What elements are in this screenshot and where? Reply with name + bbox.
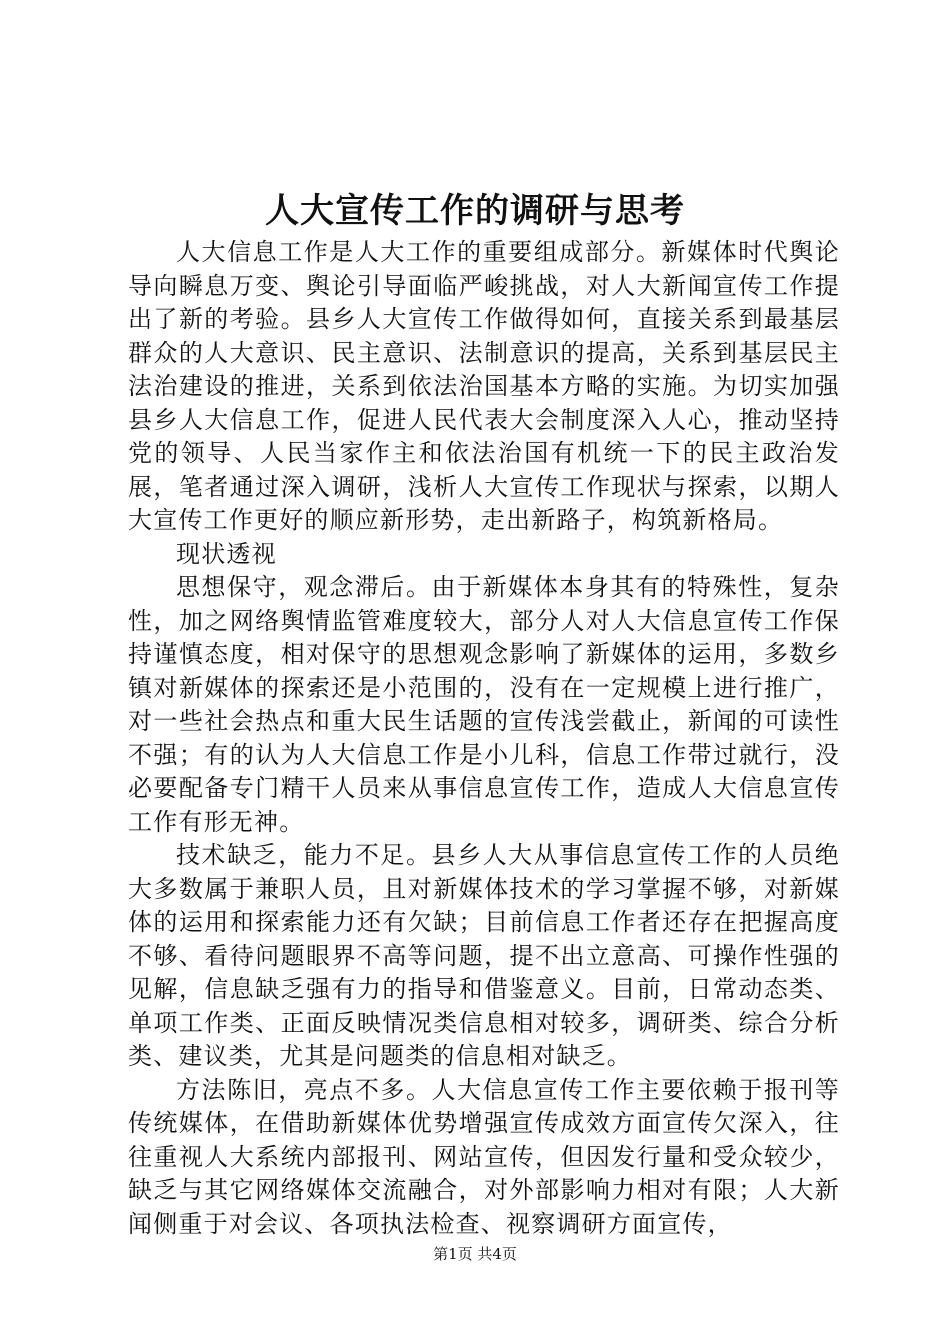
section-heading: 现状透视 <box>176 539 277 568</box>
document-body <box>128 236 840 1241</box>
page-footer: 第1页 共4页 <box>433 1245 517 1263</box>
paragraph-thinking: 思想保守，观念滞后。由于新媒体本身其有的特殊性，复杂性，加之网络舆情监管难度较大，部分人对人大信息宣传工作保持谨慎态度，相对保守的思想观念影响了新媒体的运用，多数乡镇对新媒体的探索还是小范围的，没有在一定规模上进行推广，对一些社会热点和重大民生话题的宣传浅尝截止，新闻的可读性不强；有的认为人大信息工作是小儿科，信息工作带过就行，没必要配备专门精干人员来从事信息宣传工作，造成人大信息宣传工作有形无神。 <box>128 573 840 836</box>
paragraph-technology: 技术缺乏，能力不足。县乡人大从事信息宣传工作的人员绝大多数属于兼职人员，且对新媒体技术的学习掌握不够，对新媒体的运用和探索能力还有欠缺；目前信息工作者还存在把握高度不够、看待问题眼界不高等问题，提不出立意高、可操作性强的见解，信息缺乏强有力的指导和借鉴意义。目前，日常动态类、单项工作类、正面反映情况类信息相对较多，调研类、综合分析类、建议类，尤其是问题类的信息相对缺乏。 <box>128 841 840 1070</box>
document-title: 人大宣传工作的调研与思考 <box>265 191 685 231</box>
paragraph-methods: 方法陈旧，亮点不多。人大信息宣传工作主要依赖于报刊等传统媒体，在借助新媒体优势增强宣传成效方面宣传欠深入，往往重视人大系统内部报刊、网站宣传，但因发行量和受众较少，缺乏与其它网络媒体交流融合，对外部影响力相对有限；人大新闻侧重于对会议、各项执法检查、视察调研方面宣传， <box>128 1075 840 1238</box>
paragraph-intro: 人大信息工作是人大工作的重要组成部分。新媒体时代舆论导向瞬息万变、舆论引导面临严峻挑战，对人大新闻宣传工作提出了新的考验。县乡人大宣传工作做得如何，直接关系到最基层群众的人大意识、民主意识、法制意识的提高，关系到基层民主法治建设的推进，关系到依法治国基本方略的实施。为切实加强县乡人大信息工作，促进人民代表大会制度深入人心，推动坚持党的领导、人民当家作主和依法治国有机统一下的民主政治发展，笔者通过深入调研，浅析人大宣传工作现状与探索，以期人大宣传工作更好的顺应新形势，走出新路子，构筑新格局。 <box>128 238 840 534</box>
